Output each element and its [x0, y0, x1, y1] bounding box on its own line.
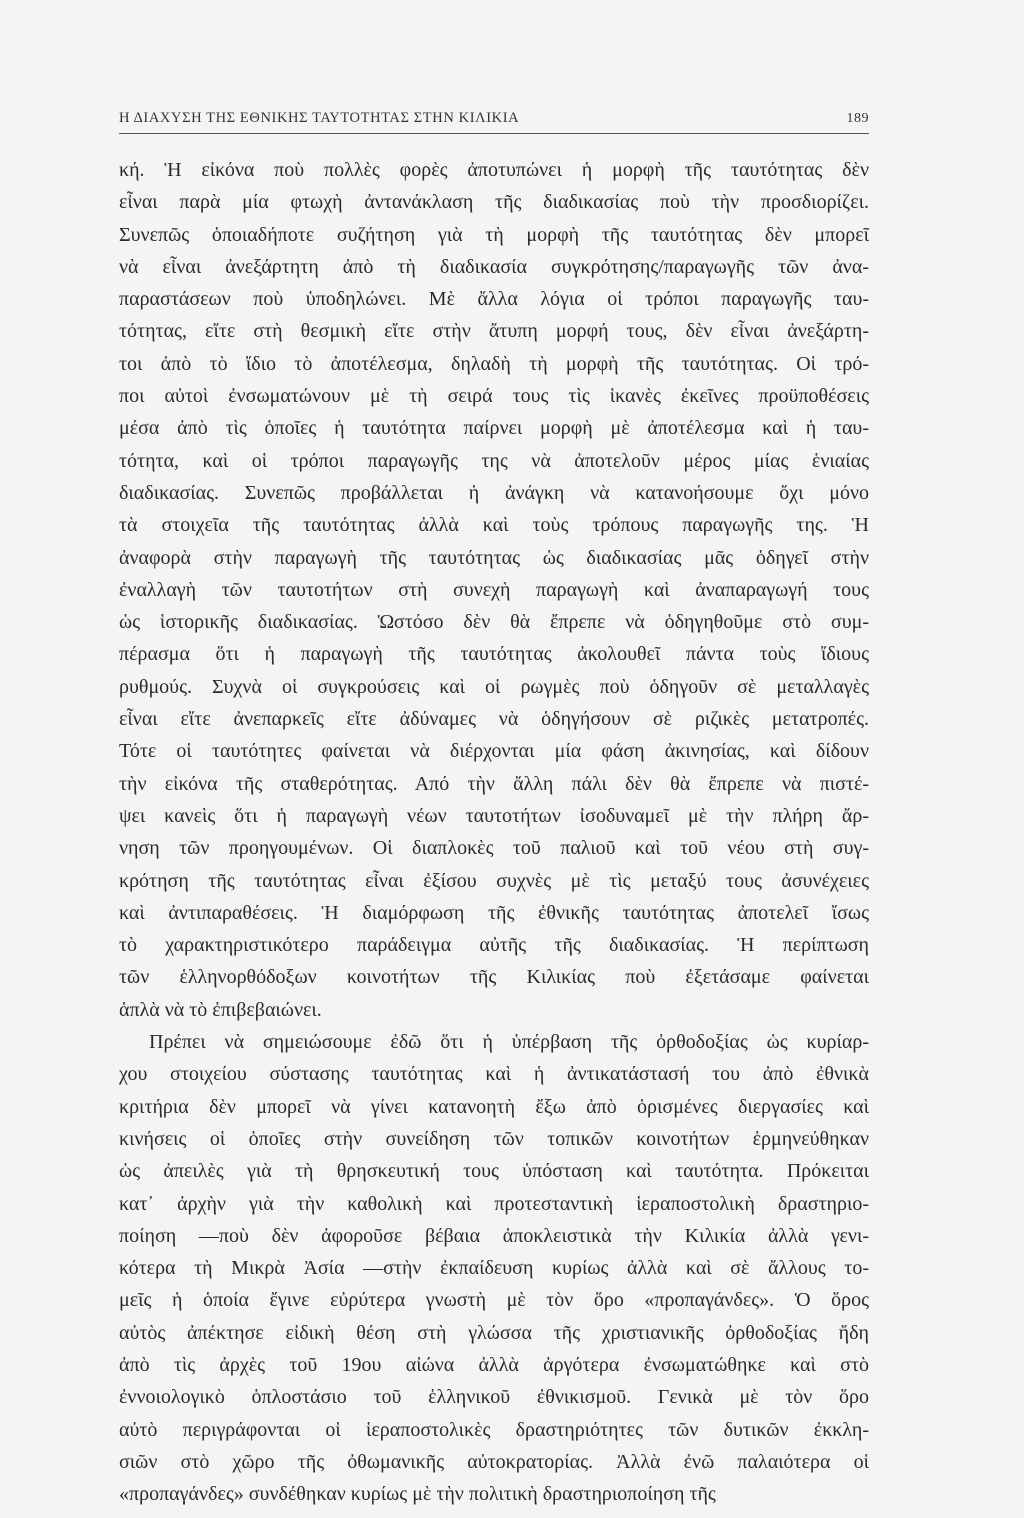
text-line: κή. Ἡ εἰκόνα ποὺ πολλὲς φορὲς ἀποτυπώνει ἡ μορφὴ τῆς ταυτότητας δὲν [119, 159, 869, 181]
text-line: ποίηση —ποὺ δὲν ἀφοροῦσε βέβαια ἀποκλειστικὰ τὴν Κιλικία ἀλλὰ γενι- [119, 1224, 869, 1247]
text-line: ἀναφορὰ στὴν παραγωγὴ τῆς ταυτότητας ὡς διαδικασίας μᾶς ὁδηγεῖ στὴν [119, 546, 869, 569]
text-line: κατ᾽ ἀρχὴν γιὰ τὴν καθολικὴ καὶ προτεσταντικὴ ἱεραποστολικὴ δραστηριο- [119, 1192, 869, 1215]
text-line: ἁπλὰ νὰ τὸ ἐπιβεβαιώνει. [119, 998, 322, 1021]
text-line: τὸ χαρακτηριστικότερο παράδειγμα αὐτῆς τῆς διαδικασίας. Ἡ περίπτωση [119, 934, 869, 957]
text-line: ρυθμούς. Συχνὰ οἱ συγκρούσεις καὶ οἱ ρωγμὲς ποὺ ὁδηγοῦν σὲ μεταλλαγὲς [119, 675, 869, 698]
text-line: κινήσεις οἱ ὁποῖες στὴν συνείδηση τῶν τοπικῶν κοινοτήτων ἑρμηνεύθηκαν [119, 1127, 869, 1150]
text-line: κριτήρια δὲν μπορεῖ νὰ γίνει κατανοητὴ ἔξω ἀπὸ ὁρισμένες διεργασίες καὶ [119, 1095, 869, 1118]
text-line: ψει κανεὶς ὅτι ἡ παραγωγὴ νέων ταυτοτήτων ἰσοδυναμεῖ μὲ τὴν πλήρη ἄρ- [119, 804, 869, 827]
text-line: Συνεπῶς ὁποιαδήποτε συζήτηση γιὰ τὴ μορφὴ τῆς ταυτότητας δὲν μπορεῖ [119, 223, 869, 246]
text-line: διαδικασίας. Συνεπῶς προβάλλεται ἡ ἀνάγκη νὰ κατανοήσουμε ὄχι μόνο [119, 481, 869, 504]
text-line: τῶν ἑλληνορθόδοξων κοινοτήτων τῆς Κιλικίας ποὺ ἐξετάσαμε φαίνεται [119, 966, 869, 989]
text-line: ἀπὸ τὶς ἀρχὲς τοῦ 19ου αἰώνα ἀλλὰ ἀργότερα ἐνσωματώθηκε καὶ στὸ [119, 1353, 869, 1376]
text-line: πέρασμα ὅτι ἡ παραγωγὴ τῆς ταυτότητας ἀκολουθεῖ πάντα τοὺς ἴδιους [119, 643, 869, 666]
page-number: 189 [846, 111, 869, 126]
text-line: παραστάσεων ποὺ ὑποδηλώνει. Μὲ ἄλλα λόγια οἱ τρόποι παραγωγῆς ταυ- [119, 288, 869, 311]
text-line: αὐτὸς ἀπέκτησε εἰδικὴ θέση στὴ γλώσσα τῆς χριστιανικῆς ὀρθοδοξίας ἤδη [119, 1321, 869, 1344]
running-head-title: Η ΔΙΑΧΥΣΗ ΤΗΣ ΕΘΝΙΚΗΣ ΤΑΥΤΟΤΗΤΑΣ ΣΤΗΝ ΚΙΛΙΚΙΑ [119, 110, 520, 126]
text-line: εἶναι παρὰ μία φτωχὴ ἀντανάκλαση τῆς διαδικασίας ποὺ τὴν προσδιορίζει. [119, 191, 869, 214]
text-line: νηση τῶν προηγουμένων. Οἱ διαπλοκὲς τοῦ παλιοῦ καὶ τοῦ νέου στὴ συγ- [119, 837, 869, 860]
text-line: τὰ στοιχεῖα τῆς ταυτότητας ἀλλὰ καὶ τοὺς τρόπους παραγωγῆς της. Ἡ [119, 514, 869, 537]
book-page [119, 110, 869, 1510]
text-line: κότερα τὴ Μικρὰ Ἀσία —στὴν ἐκπαίδευση κυρίως ἀλλὰ καὶ σὲ ἄλλους το- [119, 1257, 869, 1280]
text-line: Τότε οἱ ταυτότητες φαίνεται νὰ διέρχονται μία φάση ἀκινησίας, καὶ δίδουν [119, 740, 869, 763]
text-line: ὡς ἱστορικῆς διαδικασίας. Ὡστόσο δὲν θὰ ἔπρεπε νὰ ὁδηγηθοῦμε στὸ συμ- [119, 611, 869, 634]
text-line: ὡς ἀπειλὲς γιὰ τὴ θρησκευτική τους ὑπόσταση καὶ ταυτότητα. Πρόκειται [119, 1160, 869, 1183]
body-text [119, 154, 869, 1510]
text-line: κρότηση τῆς ταυτότητας εἶναι ἐξίσου συχνὲς μὲ τὶς μεταξύ τους ἀσυνέχειες [119, 869, 869, 892]
paragraph [119, 154, 869, 1026]
text-line: νὰ εἶναι ἀνεξάρτητη ἀπὸ τὴ διαδικασία συγκρότησης/παραγωγῆς τῶν ἀνα- [119, 255, 869, 278]
text-line: τότητα, καὶ οἱ τρόποι παραγωγῆς της νὰ ἀποτελοῦν μέρος μίας ἑνιαίας [119, 449, 869, 472]
text-line: Πρέπει νὰ σημειώσουμε ἐδῶ ὅτι ἡ ὑπέρβαση τῆς ὀρθοδοξίας ὡς κυρίαρ- [149, 1031, 869, 1054]
text-line: χου στοιχείου σύστασης ταυτότητας καὶ ἡ ἀντικατάστασή του ἀπὸ ἐθνικὰ [119, 1063, 869, 1086]
text-line: καὶ ἀντιπαραθέσεις. Ἡ διαμόρφωση τῆς ἐθνικῆς ταυτότητας ἀποτελεῖ ἴσως [119, 901, 869, 924]
text-line: αὐτὸ περιγράφονται οἱ ἱεραποστολικὲς δραστηριότητες τῶν δυτικῶν ἐκκλη- [119, 1418, 869, 1441]
text-line: τοι ἀπὸ τὸ ἴδιο τὸ ἀποτέλεσμα, δηλαδὴ τὴ μορφὴ τῆς ταυτότητας. Οἱ τρό- [119, 352, 869, 375]
text-line: ἐναλλαγὴ τῶν ταυτοτήτων στὴ συνεχὴ παραγωγὴ καὶ ἀναπαραγωγή τους [119, 578, 869, 601]
text-line: μεῖς ἡ ὁποία ἔγινε εὐρύτερα γνωστὴ μὲ τὸν ὅρο «προπαγάνδες». Ὁ ὅρος [119, 1289, 869, 1312]
text-line: τὴν εἰκόνα τῆς σταθερότητας. Από τὴν ἄλλη πάλι δὲν θὰ ἔπρεπε νὰ πιστέ- [119, 772, 869, 795]
text-line: μέσα ἀπὸ τὶς ὁποῖες ἡ ταυτότητα παίρνει μορφὴ μὲ ἀποτέλεσμα καὶ ἡ ταυ- [119, 417, 869, 440]
text-line: ποι αὐτοὶ ἐνσωματώνουν μὲ τὴ σειρά τους τὶς ἱκανὲς ἐκεῖνες προϋποθέσεις [119, 385, 869, 408]
text-line: εἶναι εἴτε ἀνεπαρκεῖς εἴτε ἀδύναμες νὰ ὁδηγήσουν σὲ ριζικὲς μετατροπές. [119, 708, 869, 731]
text-line: τότητας, εἴτε στὴ θεσμικὴ εἴτε στὴν ἄτυπη μορφή τους, δὲν εἶναι ἀνεξάρτη- [119, 320, 869, 343]
running-head [119, 110, 869, 134]
text-line: σιῶν στὸ χῶρο τῆς ὀθωμανικῆς αὐτοκρατορίας. Ἀλλὰ ἐνῶ παλαιότερα οἱ [119, 1450, 869, 1473]
paragraph [119, 1026, 869, 1510]
text-line: «προπαγάνδες» συνδέθηκαν κυρίως μὲ τὴν πολιτικὴ δραστηριοποίηση τῆς [119, 1483, 716, 1506]
text-line: ἐννοιολογικὸ ὁπλοστάσιο τοῦ ἑλληνικοῦ ἐθνικισμοῦ. Γενικὰ μὲ τὸν ὅρο [119, 1386, 869, 1409]
